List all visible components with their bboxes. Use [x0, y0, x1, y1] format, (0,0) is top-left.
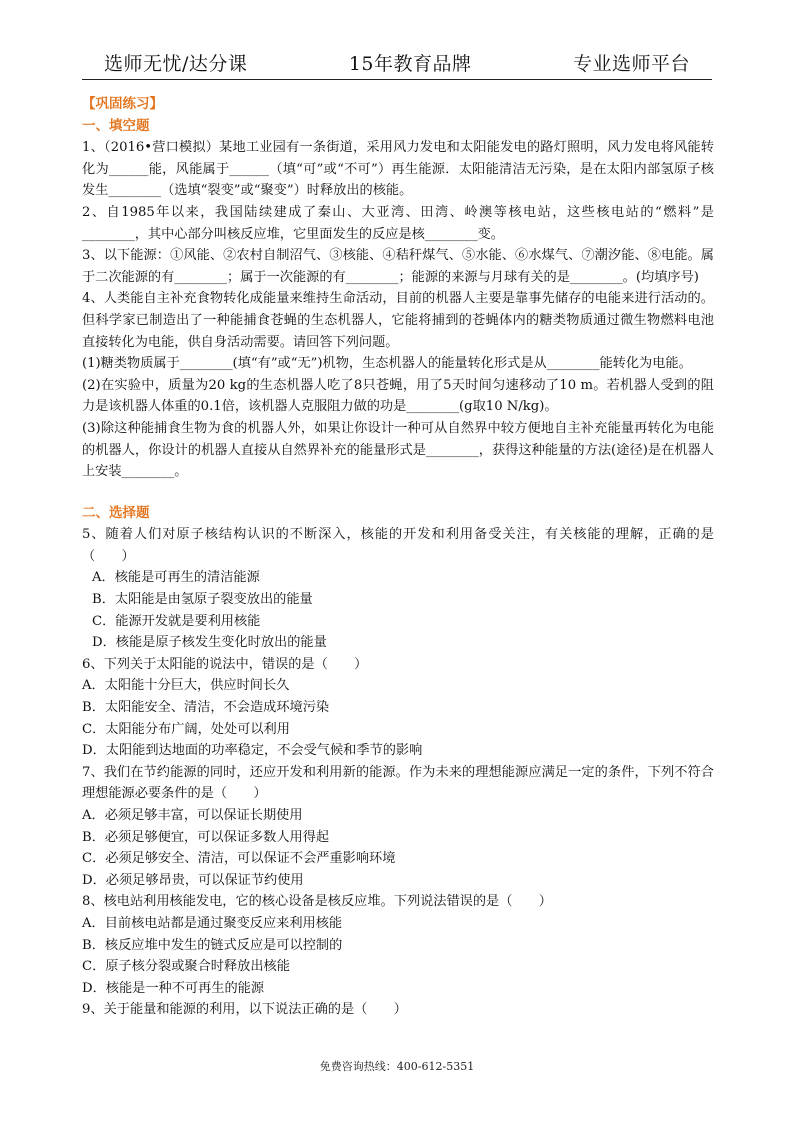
question-7: 7、我们在节约能源的同时，还应开发和利用新的能源。作为未来的理想能源应满足一定的条件，下列不符合理想能源必要条件的是（ ） — [82, 764, 714, 802]
question-9: 9、关于能量和能源的利用，以下说法正确的是（ ） — [82, 1002, 407, 1018]
q5-option-a: A．核能是可再生的清洁能源 — [92, 570, 260, 586]
section-fill-blank-title: 一、填空题 — [82, 117, 150, 134]
header-platform: 专业选师平台 — [572, 53, 690, 75]
question-5: 5、随着人们对原子核结构认识的不断深入，核能的开发和利用备受关注，有关核能的理解，正确的是（ ） — [82, 527, 714, 564]
q7-option-c: C．必须足够安全、清洁，可以保证不会严重影响环境 — [82, 851, 396, 867]
q8-option-a: A．目前核电站都是通过聚变反应来利用核能 — [82, 915, 343, 931]
q5-option-b: B．太阳能是由氢原子裂变放出的能量 — [92, 592, 313, 608]
question-4-part-3: (3)除这种能捕食生物为食的机器人外，如果让你设计一种可从自然界中较方便地自主补充能量再转化为电能的机器人，你设计的机器人直接从自然界补充的能量形式是________，获得这种能量的方法(途径)是在机器人上安装________。 — [82, 420, 714, 480]
q5-option-d: D．核能是原子核发生变化时放出的能量 — [92, 635, 327, 651]
q8-option-d: D．核能是一种不可再生的能源 — [82, 980, 265, 996]
q6-option-a: A．太阳能十分巨大，供应时间长久 — [82, 678, 290, 694]
section-tag: 【巩固练习】 — [82, 96, 163, 112]
q6-option-b: B．太阳能安全、清洁，不会造成环境污染 — [82, 700, 330, 716]
question-3: 3、以下能源：①风能、②农村自制沼气、③核能、④秸秆煤气、⑤水能、⑥水煤气、⑦潮汐能、⑧电能。属于二次能源的有________；属于一次能源的有________；能源的来源与月球有关的是________。(均填序号) — [82, 248, 714, 285]
document-body — [82, 94, 714, 1021]
q6-option-d: D．太阳能到达地面的功率稳定，不会受气候和季节的影响 — [82, 743, 423, 759]
question-4-part-2: (2)在实验中，质量为20 kg的生态机器人吃了8只苍蝇，用了5天时间匀速移动了10 m。若机器人受到的阻力是该机器人体重的0.1倍，该机器人克服阻力做的功是________(g取10 N/kg)。 — [82, 377, 714, 415]
footer-hotline: 免费咨询热线：400-612-5351 — [319, 1060, 475, 1073]
question-6: 6、下列关于太阳能的说法中，错误的是（ ） — [82, 656, 368, 672]
section-choice-title: 二、选择题 — [82, 504, 150, 521]
question-4-part-1: (1)糖类物质属于________(填“有”或“无”)机物，生态机器人的能量转化形式是从________能转化为电能。 — [82, 356, 692, 372]
page-header — [82, 48, 712, 80]
q5-option-c: C．能源开发就是要利用核能 — [92, 613, 261, 629]
question-8: 8、核电站利用核能发电，它的核心设备是核反应堆。下列说法错误的是（ ） — [82, 894, 552, 910]
q6-option-c: C．太阳能分布广阔，处处可以利用 — [82, 721, 290, 737]
question-4: 4、人类能自主补充食物转化成能量来维持生命活动，目前的机器人主要是靠事先储存的电能来进行活动的。但科学家已制造出了一种能捕食苍蝇的生态机器人，它能将捕到的苍蝇体内的糖类物质通过微生物燃料电池直接转化为电能，供自身活动需要。请回答下列问题。 — [82, 291, 714, 350]
q7-option-a: A．必须足够丰富，可以保证长期使用 — [82, 808, 303, 823]
question-2: 2、自1985年以来，我国陆续建成了秦山、大亚湾、田湾、岭澳等核电站，这些核电站的“燃料”是________，其中心部分叫核反应堆，它里面发生的反应是核________变。 — [82, 204, 714, 242]
q7-option-b: B．必须足够便宜，可以保证多数人用得起 — [82, 829, 330, 845]
header-brand: 选师无忧/达分课 — [104, 53, 248, 75]
q7-option-d: D．必须足够昂贵，可以保证节约使用 — [82, 872, 304, 888]
question-1: 1、（2016•营口模拟）某地工业园有一条街道，采用风力发电和太阳能发电的路灯照明，风力发电将风能转化为______能，风能属于______（填“可”或“不可”）再生能源．太阳能清洁无污染，是在太阳内部氢原子核发生________（选填“裂变”或“聚变”）时释放出的核能。 — [82, 140, 714, 199]
header-slogan: 15年教育品牌 — [348, 53, 472, 75]
q8-option-c: C．原子核分裂或聚合时释放出核能 — [82, 959, 290, 975]
q8-option-b: B．核反应堆中发生的链式反应是可以控制的 — [82, 937, 343, 953]
